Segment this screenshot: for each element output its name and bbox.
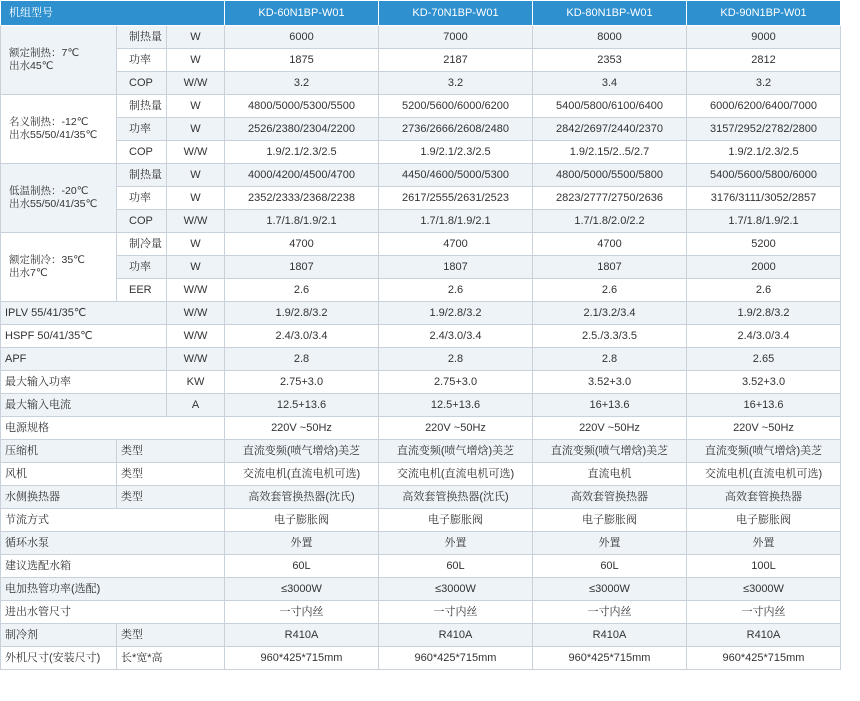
table-row (1, 371, 841, 394)
value-cell: 2000 (687, 256, 841, 279)
unit-label: W (167, 233, 225, 256)
value-cell: 4000/4200/4500/4700 (225, 164, 379, 187)
row-label: 最大输入功率 (1, 371, 167, 394)
value-cell: 3.4 (533, 72, 687, 95)
value-cell: 1.7/1.8/1.9/2.1 (687, 210, 841, 233)
table-row (1, 302, 841, 325)
table-row (1, 26, 841, 49)
value-cell: 电子膨胀阀 (533, 509, 687, 532)
unit-label: W/W (167, 302, 225, 325)
value-cell: 高效套管换热器(沈氏) (225, 486, 379, 509)
value-cell: 1807 (533, 256, 687, 279)
param-label: EER (117, 279, 167, 302)
value-cell: 220V ~50Hz (533, 417, 687, 440)
value-cell: 960*425*715mm (687, 647, 841, 670)
value-cell: 3157/2952/2782/2800 (687, 118, 841, 141)
table-row (1, 95, 841, 118)
value-cell: 960*425*715mm (379, 647, 533, 670)
value-cell: 9000 (687, 26, 841, 49)
unit-label: W/W (167, 141, 225, 164)
value-cell: R410A (225, 624, 379, 647)
param-label: 功率 (117, 49, 167, 72)
value-cell: 3176/3111/3052/2857 (687, 187, 841, 210)
unit-label: W/W (167, 72, 225, 95)
value-cell: 直流变频(喷气增焓)美芝 (687, 440, 841, 463)
value-cell: 外置 (379, 532, 533, 555)
group-label (1, 95, 117, 164)
unit-label: W/W (167, 210, 225, 233)
value-cell: 2353 (533, 49, 687, 72)
group-label (1, 164, 117, 233)
value-cell: 一寸内丝 (225, 601, 379, 624)
param-label: 功率 (117, 256, 167, 279)
value-cell: 2.6 (533, 279, 687, 302)
value-cell: 2.8 (225, 348, 379, 371)
value-cell: 3.2 (379, 72, 533, 95)
value-cell: 直流变频(喷气增焓)美芝 (379, 440, 533, 463)
unit-label: W (167, 95, 225, 118)
value-cell: 高效套管换热器(沈氏) (379, 486, 533, 509)
value-cell: 5200 (687, 233, 841, 256)
value-cell: 2.4/3.0/3.4 (225, 325, 379, 348)
group-label-line: 额定制热：7℃ (9, 47, 80, 59)
value-cell: 6000 (225, 26, 379, 49)
param-label: 制热量 (117, 164, 167, 187)
group-label-line: 出水7℃ (9, 267, 48, 279)
value-cell: 60L (533, 555, 687, 578)
param-label: 制热量 (117, 26, 167, 49)
value-cell: 12.5+13.6 (379, 394, 533, 417)
value-cell: 2.8 (379, 348, 533, 371)
value-cell: 外置 (687, 532, 841, 555)
param-label: 功率 (117, 187, 167, 210)
value-cell: 1.7/1.8/2.0/2.2 (533, 210, 687, 233)
row-label: 循环水泵 (1, 532, 225, 555)
value-cell: 1807 (225, 256, 379, 279)
sub-label: 类型 (117, 624, 225, 647)
table-row (1, 624, 841, 647)
value-cell: 2823/2777/2750/2636 (533, 187, 687, 210)
row-label: 压缩机 (1, 440, 117, 463)
value-cell: 220V ~50Hz (225, 417, 379, 440)
table-row (1, 164, 841, 187)
value-cell: 7000 (379, 26, 533, 49)
value-cell: 2187 (379, 49, 533, 72)
table-row (1, 509, 841, 532)
value-cell: 2.5./3.3/3.5 (533, 325, 687, 348)
param-label: 制冷量 (117, 233, 167, 256)
sub-label: 类型 (117, 486, 225, 509)
value-cell: 一寸内丝 (533, 601, 687, 624)
unit-label: W (167, 164, 225, 187)
value-cell: 2.1/3.2/3.4 (533, 302, 687, 325)
row-label: 外机尺寸(安装尺寸) (1, 647, 117, 670)
value-cell: 4450/4600/5000/5300 (379, 164, 533, 187)
value-cell: 高效套管换热器 (533, 486, 687, 509)
param-label: 功率 (117, 118, 167, 141)
row-label: 进出水管尺寸 (1, 601, 225, 624)
value-cell: 16+13.6 (533, 394, 687, 417)
group-label-line: 出水55/50/41/35℃ (9, 129, 98, 141)
row-label: IPLV 55/41/35℃ (1, 302, 167, 325)
value-cell: 60L (225, 555, 379, 578)
value-cell: 960*425*715mm (533, 647, 687, 670)
table-row (1, 72, 841, 95)
value-cell: 1.9/2.8/3.2 (225, 302, 379, 325)
value-cell: 4700 (379, 233, 533, 256)
value-cell: 5400/5800/6100/6400 (533, 95, 687, 118)
table-row (1, 394, 841, 417)
param-label: COP (117, 141, 167, 164)
value-cell: 4800/5000/5300/5500 (225, 95, 379, 118)
group-label (1, 233, 117, 302)
value-cell: R410A (379, 624, 533, 647)
unit-label: W/W (167, 279, 225, 302)
value-cell: 1.9/2.15/2..5/2.7 (533, 141, 687, 164)
model-header: KD-60N1BP-W01 (225, 1, 379, 26)
model-header: KD-90N1BP-W01 (687, 1, 841, 26)
model-header: KD-80N1BP-W01 (533, 1, 687, 26)
value-cell: 220V ~50Hz (687, 417, 841, 440)
value-cell: 外置 (533, 532, 687, 555)
value-cell: 直流变频(喷气增焓)美芝 (533, 440, 687, 463)
group-label-line: 低温制热：-20℃ (9, 185, 89, 197)
sub-label: 类型 (117, 463, 225, 486)
value-cell: 电子膨胀阀 (687, 509, 841, 532)
table-row (1, 1, 841, 26)
value-cell: 2.4/3.0/3.4 (687, 325, 841, 348)
value-cell: 960*425*715mm (225, 647, 379, 670)
value-cell: 2.8 (533, 348, 687, 371)
value-cell: 1.9/2.8/3.2 (687, 302, 841, 325)
value-cell: 直流变频(喷气增焓)美芝 (225, 440, 379, 463)
value-cell: ≤3000W (225, 578, 379, 601)
unit-label: W/W (167, 348, 225, 371)
table-row (1, 233, 841, 256)
table-row (1, 486, 841, 509)
value-cell: 4800/5000/5500/5800 (533, 164, 687, 187)
unit-label: W/W (167, 325, 225, 348)
param-label: COP (117, 210, 167, 233)
table-row (1, 532, 841, 555)
value-cell: 1.9/2.1/2.3/2.5 (225, 141, 379, 164)
value-cell: 4700 (533, 233, 687, 256)
row-label: 水侧换热器 (1, 486, 117, 509)
group-label (1, 26, 117, 95)
value-cell: ≤3000W (533, 578, 687, 601)
value-cell: R410A (687, 624, 841, 647)
row-label: 电源规格 (1, 417, 225, 440)
value-cell: 60L (379, 555, 533, 578)
value-cell: 3.2 (225, 72, 379, 95)
value-cell: 电子膨胀阀 (379, 509, 533, 532)
value-cell: 一寸内丝 (687, 601, 841, 624)
value-cell: 1.9/2.1/2.3/2.5 (687, 141, 841, 164)
unit-label: W (167, 187, 225, 210)
value-cell: 2812 (687, 49, 841, 72)
value-cell: 2.6 (379, 279, 533, 302)
value-cell: 1.9/2.1/2.3/2.5 (379, 141, 533, 164)
row-label: 建议选配水箱 (1, 555, 225, 578)
unit-label: W (167, 26, 225, 49)
group-label-line: 额定制冷：35℃ (9, 254, 85, 266)
value-cell: 100L (687, 555, 841, 578)
table-row (1, 647, 841, 670)
value-cell: 220V ~50Hz (379, 417, 533, 440)
table-row (1, 187, 841, 210)
value-cell: 2.75+3.0 (379, 371, 533, 394)
param-label: 制热量 (117, 95, 167, 118)
table-row (1, 417, 841, 440)
row-label: HSPF 50/41/35℃ (1, 325, 167, 348)
row-label: 节流方式 (1, 509, 225, 532)
value-cell: 2.65 (687, 348, 841, 371)
value-cell: ≤3000W (687, 578, 841, 601)
value-cell: 2842/2697/2440/2370 (533, 118, 687, 141)
value-cell: 4700 (225, 233, 379, 256)
value-cell: 交流电机(直流电机可选) (225, 463, 379, 486)
value-cell: 2.75+3.0 (225, 371, 379, 394)
group-label-line: 出水55/50/41/35℃ (9, 198, 98, 210)
sub-label: 长*宽*高 (117, 647, 225, 670)
table-row (1, 141, 841, 164)
table-row (1, 601, 841, 624)
value-cell: 2352/2333/2368/2238 (225, 187, 379, 210)
unit-label: W (167, 256, 225, 279)
value-cell: 1.7/1.8/1.9/2.1 (379, 210, 533, 233)
unit-label: W (167, 49, 225, 72)
row-label: 风机 (1, 463, 117, 486)
unit-label: A (167, 394, 225, 417)
value-cell: 电子膨胀阀 (225, 509, 379, 532)
value-cell: 交流电机(直流电机可选) (687, 463, 841, 486)
group-label-line: 名义制热：-12℃ (9, 116, 89, 128)
value-cell: 5200/5600/6000/6200 (379, 95, 533, 118)
value-cell: 12.5+13.6 (225, 394, 379, 417)
value-cell: ≤3000W (379, 578, 533, 601)
table-row (1, 118, 841, 141)
value-cell: 1875 (225, 49, 379, 72)
value-cell: 1.9/2.8/3.2 (379, 302, 533, 325)
value-cell: 2.6 (225, 279, 379, 302)
row-label: 电加热管功率(选配) (1, 578, 225, 601)
param-label: COP (117, 72, 167, 95)
row-label: 最大输入电流 (1, 394, 167, 417)
value-cell: 2.4/3.0/3.4 (379, 325, 533, 348)
value-cell: 交流电机(直流电机可选) (379, 463, 533, 486)
table-row (1, 463, 841, 486)
table-row (1, 440, 841, 463)
value-cell: 16+13.6 (687, 394, 841, 417)
value-cell: 1807 (379, 256, 533, 279)
unit-label: W (167, 118, 225, 141)
group-label-line: 出水45℃ (9, 60, 54, 72)
value-cell: 直流电机 (533, 463, 687, 486)
unit-label: KW (167, 371, 225, 394)
row-label: APF (1, 348, 167, 371)
model-header: KD-70N1BP-W01 (379, 1, 533, 26)
value-cell: 6000/6200/6400/7000 (687, 95, 841, 118)
value-cell: 2736/2666/2608/2480 (379, 118, 533, 141)
value-cell: 3.2 (687, 72, 841, 95)
table-row (1, 325, 841, 348)
table-row (1, 578, 841, 601)
value-cell: 2.6 (687, 279, 841, 302)
sub-label: 类型 (117, 440, 225, 463)
table-row (1, 279, 841, 302)
value-cell: 外置 (225, 532, 379, 555)
value-cell: 高效套管换热器 (687, 486, 841, 509)
value-cell: 3.52+3.0 (687, 371, 841, 394)
row-label: 制冷剂 (1, 624, 117, 647)
table-row (1, 210, 841, 233)
value-cell: 5400/5600/5800/6000 (687, 164, 841, 187)
table-row (1, 555, 841, 578)
table-row (1, 256, 841, 279)
table-row (1, 49, 841, 72)
value-cell: 3.52+3.0 (533, 371, 687, 394)
value-cell: 8000 (533, 26, 687, 49)
value-cell: 2526/2380/2304/2200 (225, 118, 379, 141)
table-row (1, 348, 841, 371)
value-cell: 2617/2555/2631/2523 (379, 187, 533, 210)
value-cell: R410A (533, 624, 687, 647)
value-cell: 1.7/1.8/1.9/2.1 (225, 210, 379, 233)
value-cell: 一寸内丝 (379, 601, 533, 624)
table-title: 机组型号 (1, 1, 225, 26)
